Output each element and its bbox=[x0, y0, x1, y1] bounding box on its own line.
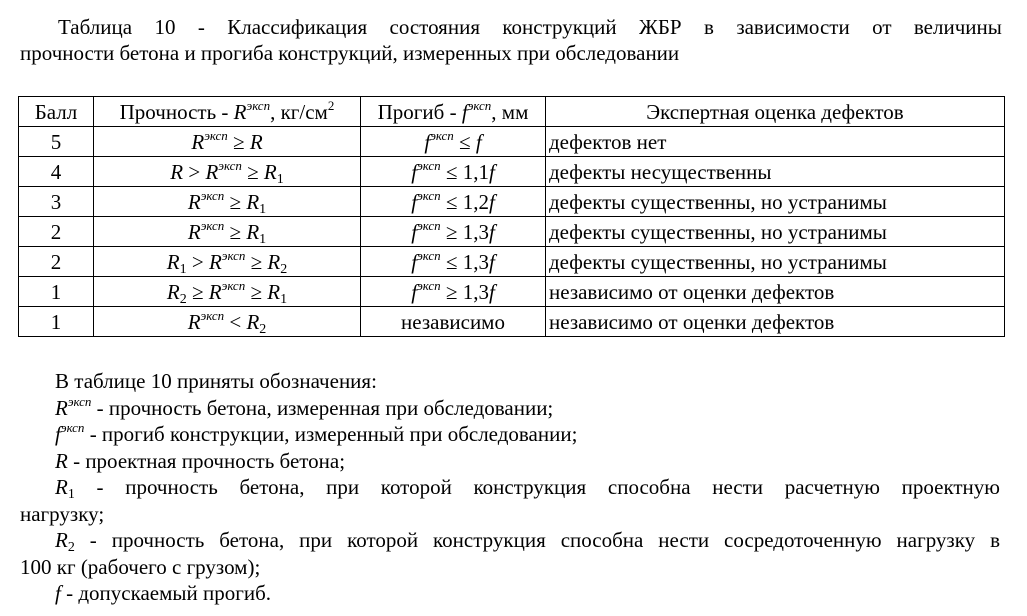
table-row bbox=[19, 307, 1005, 337]
deflection-condition-cell bbox=[361, 127, 546, 157]
legend-item bbox=[20, 395, 1000, 422]
table-body bbox=[19, 127, 1005, 337]
legend-text: - проектная прочность бетона; bbox=[67, 448, 346, 473]
header-strength: Прочность - $R^{эксп}$, $кг/см^2$ bbox=[94, 97, 361, 127]
deflection-condition-cell bbox=[361, 187, 546, 217]
legend-sub: 2 bbox=[67, 540, 75, 555]
relation: ≥ bbox=[227, 129, 250, 154]
score-cell: 1 bbox=[19, 307, 94, 337]
strength-condition-cell bbox=[94, 157, 361, 187]
strength-sub: 2 bbox=[179, 291, 187, 307]
caption-word: ЖБР bbox=[639, 15, 682, 39]
strength-sup: эксп bbox=[200, 187, 225, 203]
strength-sup: эксп bbox=[200, 217, 225, 233]
relation: ≥ bbox=[224, 219, 247, 244]
strength-sub: 1 bbox=[280, 291, 288, 307]
legend-text: - прогиб конструкции, измеренный при обследовании; bbox=[84, 422, 578, 446]
strength-var: R bbox=[191, 129, 205, 154]
legend-symbol: f bbox=[55, 581, 61, 605]
deflection-var: f bbox=[488, 219, 495, 244]
relation: ≥ bbox=[245, 279, 268, 304]
strength-condition-cell bbox=[94, 127, 361, 157]
strength-condition-cell bbox=[94, 277, 361, 307]
deflection-var: f bbox=[411, 219, 418, 244]
deflection-var: f bbox=[411, 159, 418, 184]
legend-symbol: R bbox=[55, 528, 68, 552]
relation: > bbox=[183, 159, 206, 184]
deflection-sup: эксп bbox=[417, 187, 441, 203]
score-cell: 2 bbox=[19, 217, 94, 247]
deflection-condition-cell bbox=[361, 157, 546, 187]
legend-sup: эксп bbox=[67, 393, 92, 409]
deflection-var: f bbox=[475, 129, 482, 154]
header-row bbox=[19, 97, 1005, 127]
relation: ≤ bbox=[440, 159, 463, 184]
strength-condition-cell bbox=[94, 307, 361, 337]
legend-item bbox=[20, 474, 1000, 501]
deflection-var: f bbox=[411, 279, 418, 304]
caption-word: Классификация bbox=[227, 15, 368, 39]
legend-continuation: 100 кг (рабочего с грузом); bbox=[20, 554, 261, 579]
coefficient: 1,1 bbox=[462, 159, 489, 184]
strength-sup: эксп bbox=[218, 157, 242, 173]
deflection-var: f bbox=[488, 159, 495, 184]
deflection-var: f bbox=[488, 189, 495, 214]
score-cell: 1 bbox=[19, 277, 94, 307]
assessment-cell: дефекты существенны, но устранимы bbox=[546, 247, 1005, 277]
caption-word: в bbox=[704, 15, 714, 39]
table-row bbox=[19, 187, 1005, 217]
caption-word: 10 bbox=[154, 15, 176, 39]
coefficient: 1,3 bbox=[462, 219, 489, 244]
caption-word: состояния bbox=[389, 15, 480, 39]
legend-text: - прочность бетона, при которой конструкция способна нести сосредоточенную нагрузку в bbox=[74, 528, 1000, 552]
relation: ≥ bbox=[440, 279, 463, 304]
strength-sub: 2 bbox=[280, 261, 288, 277]
deflection-condition-cell bbox=[361, 247, 546, 277]
table-row bbox=[19, 127, 1005, 157]
relation: ≥ bbox=[241, 159, 264, 184]
deflection-var: f bbox=[488, 279, 495, 304]
strength-var: R bbox=[187, 219, 201, 244]
caption-word: зависимости bbox=[736, 15, 850, 39]
strength-var: R bbox=[267, 249, 281, 274]
assessment-cell: дефекты несущественны bbox=[546, 157, 1005, 187]
caption-word: Таблица bbox=[58, 15, 133, 39]
header-deflection: Прогиб - $f^{эксп}$, мм bbox=[361, 97, 546, 127]
relation: ≤ bbox=[453, 129, 476, 154]
legend-symbol: R bbox=[55, 395, 68, 420]
caption-word: - bbox=[197, 15, 205, 39]
caption-line-2: прочности бетона и прогиба конструкций, измеренных при обследовании bbox=[20, 41, 680, 65]
strength-sub: 1 bbox=[179, 261, 187, 277]
relation: ≥ bbox=[224, 189, 247, 214]
legend-intro: В таблице 10 приняты обозначения: bbox=[55, 369, 377, 393]
legend-item bbox=[20, 527, 1000, 554]
deflection-var: f bbox=[424, 129, 431, 154]
strength-sup: эксп bbox=[221, 247, 246, 263]
coefficient: 1,3 bbox=[462, 249, 489, 274]
strength-var: R bbox=[166, 249, 180, 274]
table-row bbox=[19, 247, 1005, 277]
caption-word: от bbox=[872, 15, 892, 39]
strength-var: R bbox=[170, 159, 184, 184]
deflection-sup: эксп bbox=[417, 247, 441, 263]
strength-sub: 1 bbox=[259, 201, 267, 217]
strength-var: R bbox=[187, 309, 201, 334]
strength-condition-cell bbox=[94, 247, 361, 277]
classification-table bbox=[18, 96, 1005, 337]
strength-var: R bbox=[246, 189, 260, 214]
strength-var: R bbox=[208, 249, 222, 274]
table-row bbox=[19, 277, 1005, 307]
legend-item bbox=[20, 421, 1000, 448]
relation: < bbox=[224, 309, 247, 334]
legend-items bbox=[20, 395, 1000, 607]
assessment-cell: независимо от оценки дефектов bbox=[546, 307, 1005, 337]
table-caption bbox=[20, 14, 1002, 66]
caption-line-1 bbox=[20, 14, 1002, 40]
strength-sub: 1 bbox=[259, 231, 267, 247]
score-cell: 4 bbox=[19, 157, 94, 187]
relation: ≥ bbox=[440, 219, 463, 244]
legend-sup: эксп bbox=[60, 420, 85, 435]
assessment-cell: дефекты существенны, но устранимы bbox=[546, 217, 1005, 247]
assessment-cell: дефектов нет bbox=[546, 127, 1005, 157]
header-assessment: Экспертная оценка дефектов bbox=[546, 97, 1005, 127]
assessment-cell: дефекты существенны, но устранимы bbox=[546, 187, 1005, 217]
notation-legend bbox=[20, 368, 1000, 607]
coefficient: 1,3 bbox=[462, 279, 489, 304]
strength-var: R bbox=[263, 159, 277, 184]
deflection-sup: эксп bbox=[417, 157, 441, 173]
deflection-sup: эксп bbox=[417, 217, 441, 233]
deflection-sup: эксп bbox=[417, 277, 441, 293]
strength-sup: эксп bbox=[204, 127, 228, 143]
strength-sup: эксп bbox=[221, 277, 246, 293]
legend-text: - допускаемый прогиб. bbox=[60, 581, 272, 605]
caption-word: величины bbox=[913, 15, 1002, 39]
assessment-cell: независимо от оценки дефектов bbox=[546, 277, 1005, 307]
strength-sub: 1 bbox=[276, 171, 284, 187]
strength-var: R bbox=[246, 309, 260, 334]
legend-item bbox=[20, 448, 1000, 475]
legend-symbol: R bbox=[55, 475, 68, 499]
relation: ≤ bbox=[440, 249, 463, 274]
deflection-sup: эксп bbox=[430, 127, 454, 143]
score-cell: 3 bbox=[19, 187, 94, 217]
legend-sub: 1 bbox=[67, 487, 75, 502]
legend-text: - прочность бетона, измеренная при обследовании; bbox=[91, 395, 554, 420]
strength-condition-cell bbox=[94, 217, 361, 247]
deflection-condition-cell bbox=[361, 277, 546, 307]
strength-sub: 2 bbox=[259, 321, 267, 337]
deflection-condition-cell bbox=[361, 307, 546, 337]
legend-item bbox=[20, 580, 1000, 607]
table-row bbox=[19, 157, 1005, 187]
relation: ≥ bbox=[245, 249, 268, 274]
legend-text: - прочность бетона, при которой конструкция способна нести расчетную проектную bbox=[74, 475, 1000, 499]
strength-sup: эксп bbox=[200, 307, 225, 323]
deflection-var: f bbox=[488, 249, 495, 274]
strength-var: R bbox=[208, 279, 222, 304]
score-cell: 2 bbox=[19, 247, 94, 277]
strength-var: R bbox=[187, 189, 201, 214]
relation: > bbox=[186, 249, 209, 274]
table-row bbox=[19, 217, 1005, 247]
legend-symbol: f bbox=[55, 422, 61, 446]
relation: ≥ bbox=[186, 279, 209, 304]
deflection-var: f bbox=[411, 189, 418, 214]
strength-var: R bbox=[249, 129, 263, 154]
strength-var: R bbox=[166, 279, 180, 304]
header-score: Балл bbox=[19, 97, 94, 127]
deflection-var: f bbox=[411, 249, 418, 274]
strength-var: R bbox=[267, 279, 281, 304]
caption-word: конструкций bbox=[502, 15, 617, 39]
strength-condition-cell bbox=[94, 187, 361, 217]
deflection-condition-cell bbox=[361, 217, 546, 247]
legend-continuation: нагрузку; bbox=[20, 501, 105, 526]
strength-var: R bbox=[246, 219, 260, 244]
deflection-text: независимо bbox=[401, 309, 505, 334]
relation: ≤ bbox=[440, 189, 463, 214]
score-cell: 5 bbox=[19, 127, 94, 157]
strength-var: R bbox=[205, 159, 219, 184]
legend-symbol: R bbox=[55, 448, 68, 473]
coefficient: 1,2 bbox=[462, 189, 489, 214]
